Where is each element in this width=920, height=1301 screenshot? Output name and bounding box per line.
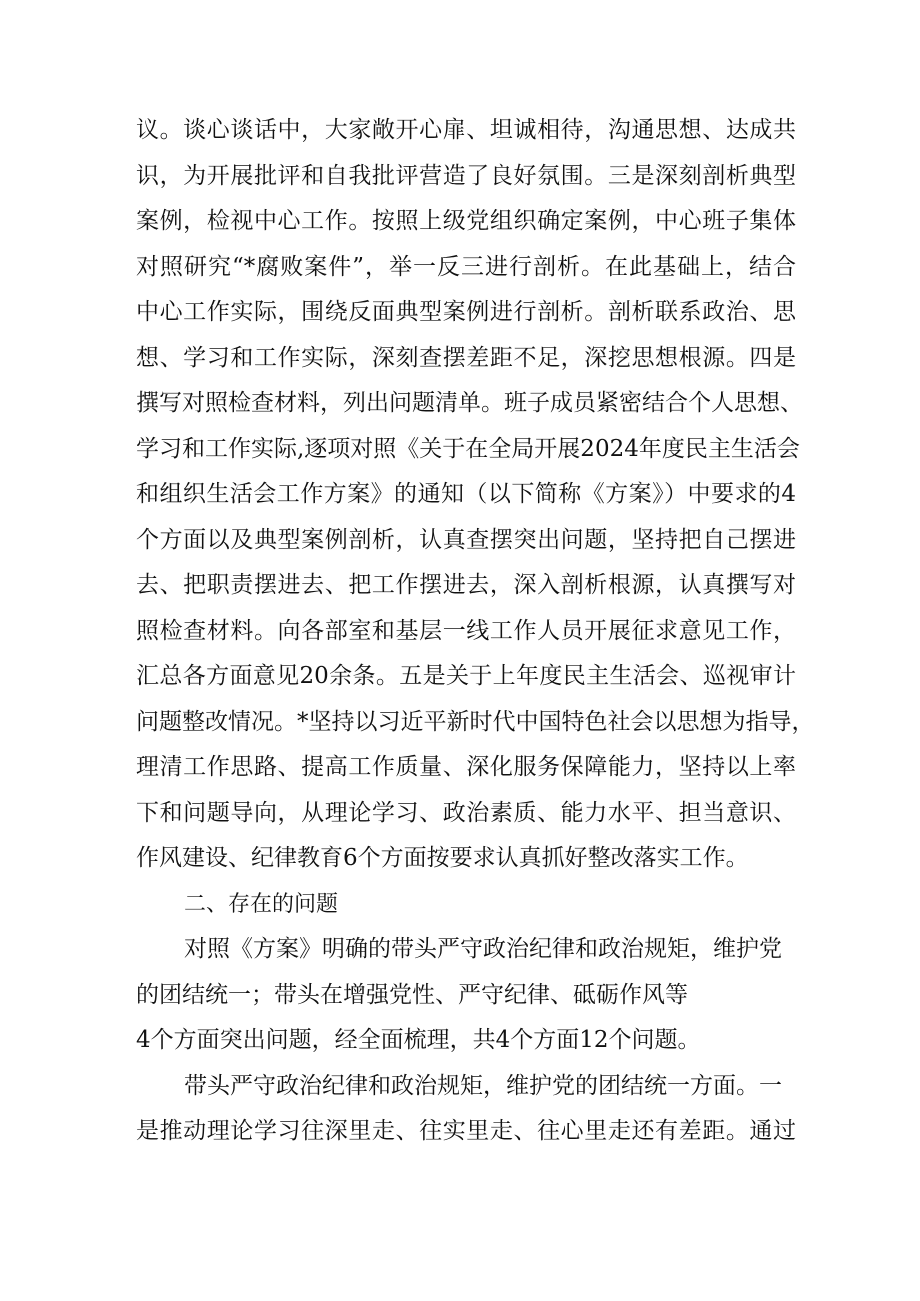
body-line-22: 带头严守政治纪律和政治规矩，维护党的团结统一方面。一 [184,1072,782,1099]
body-line-21: 4个方面突出问题，经全面梳理，共4个方面12个问题。 [136,1027,701,1053]
body-line-13: 汇总各方面意见20余条。五是关于上年度民主生活会、巡视审计 [136,663,796,689]
body-line-14: 问题整改情况。*坚持以习近平新时代中国特色社会以思想为指导， [136,708,815,735]
body-line-7: 撰写对照检查材料，列出问题清单。班子成员紧密结合个人思想、 [136,390,803,416]
body-line-4: 对照研究“*腐败案件”，举一反三进行剖析。在此基础上，结合 [136,253,796,280]
section-heading-problems: 二、存在的问题 [184,891,339,917]
body-line-5: 中心工作实际，围绕反面典型案例进行剖析。剖析联系政治、思 [136,299,796,325]
body-line-9: 和组织生活会工作方案》的通知（以下简称《方案》）中要求的4 [136,481,796,507]
body-line-8: 学习和工作实际,逐项对照《关于在全局开展2024年度民主生活会 [136,435,800,462]
body-line-6: 想、学习和工作实际，深刻查摆差距不足，深挖思想根源。四是 [136,344,796,371]
body-line-12: 照检查材料。向各部室和基层一线工作人员开展征求意见工作， [136,617,796,644]
body-line-1: 议。谈心谈话中，大家敞开心扉、坦诚相待，沟通思想、达成共 [136,117,796,143]
body-line-2: 识，为开展批评和自我批评营造了良好氛围。三是深刻剖析典型 [136,162,796,189]
body-line-11: 去、把职责摆进去、把工作摆进去，深入剖析根源，认真撰写对 [136,572,796,598]
body-line-15: 理清工作思路、提高工作质量、深化服务保障能力，坚持以上率 [136,754,796,780]
body-line-3: 案例，检视中心工作。按照上级党组织确定案例，中心班子集体 [136,208,796,234]
document-body [136,108,815,1155]
body-line-20: 的团结统一；带头在增强党性、严守纪律、砥砺作风等 [136,981,688,1008]
body-line-23: 是推动理论学习往深里走、往实里走、往心里走还有差距。通过 [136,1118,796,1144]
body-line-17: 作风建设、纪律教育6个方面按要求认真抓好整改落实工作。 [136,845,749,871]
body-line-10: 个方面以及典型案例剖析，认真查摆突出问题，坚持把自己摆进 [136,526,796,553]
body-line-19: 对照《方案》明确的带头严守政治纪律和政治规矩，维护党 [184,936,782,962]
body-line-16: 下和问题导向，从理论学习、政治素质、能力水平、担当意识、 [136,799,796,826]
